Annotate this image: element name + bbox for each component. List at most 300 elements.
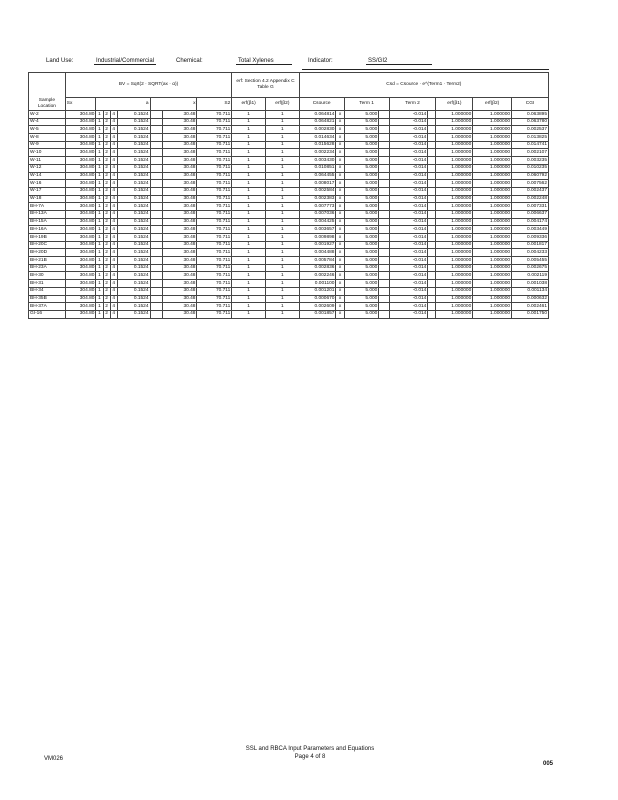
x-value: 30.48 bbox=[162, 203, 197, 211]
param-k: 4 bbox=[110, 164, 117, 172]
cell-separator bbox=[150, 149, 162, 157]
s2-value: 70.711 bbox=[197, 249, 232, 257]
erf-b2-value: 1 bbox=[265, 157, 299, 165]
sx-value: 304.80 bbox=[65, 280, 96, 288]
erf-b1-second-value: 1.000000 bbox=[436, 180, 473, 188]
s2-value: 70.711 bbox=[197, 172, 232, 180]
erf-b1-second-value: 1.000000 bbox=[436, 195, 473, 203]
erf-b2-second-value: 1.000000 bbox=[473, 126, 512, 134]
erf-b1-value: 1 bbox=[232, 141, 266, 149]
erf-b1-second-value: 1.000000 bbox=[436, 187, 473, 195]
param-i: 1 bbox=[96, 272, 103, 280]
erf-b1-value: 1 bbox=[232, 149, 266, 157]
param-k: 4 bbox=[110, 172, 117, 180]
erf-b2-value: 1 bbox=[265, 287, 299, 295]
csource-value: 0.064821 bbox=[299, 118, 336, 126]
csource-value: 0.064814 bbox=[299, 111, 336, 119]
param-k: 4 bbox=[110, 303, 117, 311]
erf-b1-value: 1 bbox=[232, 172, 266, 180]
operator: x bbox=[336, 210, 344, 218]
term1-value: 5.000 bbox=[344, 295, 379, 303]
sx-value: 304.80 bbox=[65, 210, 96, 218]
term2-value: -0.014 bbox=[389, 180, 428, 188]
sample-id: W-4 bbox=[29, 118, 66, 126]
cell-separator bbox=[428, 195, 436, 203]
operator: x bbox=[336, 149, 344, 157]
erf-b1-second-value: 1.000000 bbox=[436, 310, 473, 318]
csource-value: 0.003657 bbox=[299, 226, 336, 234]
cell-separator bbox=[150, 180, 162, 188]
table-row bbox=[29, 149, 549, 157]
erf-b1-value: 1 bbox=[232, 272, 266, 280]
param-k: 4 bbox=[110, 272, 117, 280]
param-i: 1 bbox=[96, 111, 103, 119]
param-j: 2 bbox=[103, 249, 110, 257]
cgi-value: 0.003449 bbox=[512, 226, 549, 234]
cgi-value: 0.004233 bbox=[512, 249, 549, 257]
operator: x bbox=[336, 157, 344, 165]
erf-b2-second-value: 1.000000 bbox=[473, 203, 512, 211]
erf-b1-second-value: 1.000000 bbox=[436, 164, 473, 172]
erf-b1-value: 1 bbox=[232, 111, 266, 119]
table-row bbox=[29, 249, 549, 257]
cell-separator bbox=[150, 126, 162, 134]
a-value: 0.1524 bbox=[117, 187, 150, 195]
cgi-value: 0.007562 bbox=[512, 180, 549, 188]
header-x: x bbox=[150, 98, 197, 111]
csource-value: 0.008017 bbox=[299, 180, 336, 188]
s2-value: 70.711 bbox=[197, 218, 232, 226]
operator: x bbox=[336, 310, 344, 318]
x-value: 30.48 bbox=[162, 134, 197, 142]
cell-separator bbox=[379, 187, 389, 195]
cell-separator bbox=[428, 249, 436, 257]
cgi-value: 0.002119 bbox=[512, 272, 549, 280]
a-value: 0.1524 bbox=[117, 287, 150, 295]
cgi-value: 0.063895 bbox=[512, 111, 549, 119]
term1-value: 5.000 bbox=[344, 287, 379, 295]
param-i: 1 bbox=[96, 126, 103, 134]
table-row bbox=[29, 310, 549, 318]
param-i: 1 bbox=[96, 310, 103, 318]
param-j: 2 bbox=[103, 157, 110, 165]
erf-b2-second-value: 1.000000 bbox=[473, 226, 512, 234]
sample-id: BH-20D bbox=[29, 249, 66, 257]
sample-id: W-5 bbox=[29, 126, 66, 134]
sample-id: BH-20C bbox=[29, 241, 66, 249]
a-value: 0.1524 bbox=[117, 118, 150, 126]
cell-separator bbox=[150, 287, 162, 295]
param-j: 2 bbox=[103, 203, 110, 211]
cell-separator bbox=[428, 180, 436, 188]
term2-value: -0.014 bbox=[389, 118, 428, 126]
param-j: 2 bbox=[103, 187, 110, 195]
erf-b2-value: 1 bbox=[265, 149, 299, 157]
erf-b1-second-value: 1.000000 bbox=[436, 303, 473, 311]
term2-value: -0.014 bbox=[389, 257, 428, 265]
cell-separator bbox=[428, 149, 436, 157]
term2-value: -0.014 bbox=[389, 295, 428, 303]
erf-b2-value: 1 bbox=[265, 226, 299, 234]
param-j: 2 bbox=[103, 134, 110, 142]
erf-b1-value: 1 bbox=[232, 226, 266, 234]
cell-separator bbox=[150, 241, 162, 249]
param-k: 4 bbox=[110, 118, 117, 126]
s2-value: 70.711 bbox=[197, 210, 232, 218]
x-value: 30.48 bbox=[162, 218, 197, 226]
erf-b2-second-value: 1.000000 bbox=[473, 118, 512, 126]
s2-value: 70.711 bbox=[197, 264, 232, 272]
param-k: 4 bbox=[110, 149, 117, 157]
cgi-value: 0.001038 bbox=[512, 280, 549, 288]
term2-value: -0.014 bbox=[389, 111, 428, 119]
cgi-value: 0.007331 bbox=[512, 203, 549, 211]
erf-b2-value: 1 bbox=[265, 180, 299, 188]
a-value: 0.1524 bbox=[117, 272, 150, 280]
sx-value: 304.80 bbox=[65, 218, 96, 226]
cell-separator bbox=[428, 264, 436, 272]
cell-separator bbox=[428, 226, 436, 234]
a-value: 0.1524 bbox=[117, 234, 150, 242]
csource-value: 0.002246 bbox=[299, 272, 336, 280]
erf-b2-value: 1 bbox=[265, 303, 299, 311]
a-value: 0.1524 bbox=[117, 180, 150, 188]
land-use-value: Industrial/Commercial bbox=[96, 58, 155, 64]
erf-b1-second-value: 1.000000 bbox=[436, 111, 473, 119]
term2-value: -0.014 bbox=[389, 195, 428, 203]
param-j: 2 bbox=[103, 141, 110, 149]
sample-id: BH-21B bbox=[29, 257, 66, 265]
s2-value: 70.711 bbox=[197, 149, 232, 157]
param-k: 4 bbox=[110, 126, 117, 134]
term1-value: 5.000 bbox=[344, 210, 379, 218]
cell-separator bbox=[379, 157, 389, 165]
cell-separator bbox=[379, 111, 389, 119]
a-value: 0.1524 bbox=[117, 149, 150, 157]
table-row bbox=[29, 264, 549, 272]
csource-value: 0.004488 bbox=[299, 249, 336, 257]
table-row bbox=[29, 180, 549, 188]
erf-b1-second-value: 1.000000 bbox=[436, 280, 473, 288]
sx-value: 304.80 bbox=[65, 287, 96, 295]
x-value: 30.48 bbox=[162, 164, 197, 172]
term1-value: 5.000 bbox=[344, 241, 379, 249]
table-row bbox=[29, 226, 549, 234]
param-k: 4 bbox=[110, 195, 117, 203]
erf-b2-second-value: 1.000000 bbox=[473, 272, 512, 280]
cgi-value: 0.003235 bbox=[512, 157, 549, 165]
cgi-value: 0.006637 bbox=[512, 210, 549, 218]
header-term2: Term 2 bbox=[389, 98, 436, 111]
sample-id: W-2 bbox=[29, 111, 66, 119]
erf-b2-second-value: 1.000000 bbox=[473, 241, 512, 249]
param-j: 2 bbox=[103, 149, 110, 157]
a-value: 0.1524 bbox=[117, 210, 150, 218]
x-value: 30.48 bbox=[162, 280, 197, 288]
cell-separator bbox=[379, 280, 389, 288]
term2-value: -0.014 bbox=[389, 149, 428, 157]
param-j: 2 bbox=[103, 218, 110, 226]
param-k: 4 bbox=[110, 180, 117, 188]
a-value: 0.1524 bbox=[117, 157, 150, 165]
csource-value: 0.001927 bbox=[299, 241, 336, 249]
x-value: 30.48 bbox=[162, 249, 197, 257]
term2-value: -0.014 bbox=[389, 203, 428, 211]
erf-b1-second-value: 1.000000 bbox=[436, 149, 473, 157]
a-value: 0.1524 bbox=[117, 257, 150, 265]
param-k: 4 bbox=[110, 134, 117, 142]
chemical-label: Chemical: bbox=[176, 58, 203, 64]
term1-value: 5.000 bbox=[344, 157, 379, 165]
cell-separator bbox=[428, 157, 436, 165]
csource-value: 0.007773 bbox=[299, 203, 336, 211]
table-row bbox=[29, 218, 549, 226]
term1-value: 5.000 bbox=[344, 187, 379, 195]
sx-value: 304.80 bbox=[65, 226, 96, 234]
sx-value: 304.80 bbox=[65, 141, 96, 149]
header-s2: S2 bbox=[197, 98, 232, 111]
x-value: 30.48 bbox=[162, 195, 197, 203]
s2-value: 70.711 bbox=[197, 310, 232, 318]
term2-value: -0.014 bbox=[389, 280, 428, 288]
sx-value: 304.80 bbox=[65, 310, 96, 318]
param-j: 2 bbox=[103, 272, 110, 280]
s2-value: 70.711 bbox=[197, 180, 232, 188]
table-row bbox=[29, 295, 549, 303]
sx-value: 304.80 bbox=[65, 234, 96, 242]
cell-separator bbox=[379, 226, 389, 234]
cell-separator bbox=[379, 172, 389, 180]
s2-value: 70.711 bbox=[197, 157, 232, 165]
csource-value: 0.002584 bbox=[299, 187, 336, 195]
erf-b2-second-value: 1.000000 bbox=[473, 134, 512, 142]
term2-value: -0.014 bbox=[389, 303, 428, 311]
erf-b1-second-value: 1.000000 bbox=[436, 272, 473, 280]
param-i: 1 bbox=[96, 210, 103, 218]
term1-value: 5.000 bbox=[344, 149, 379, 157]
param-i: 1 bbox=[96, 303, 103, 311]
header-erf-b1: erf(β1) bbox=[232, 98, 266, 111]
erf-b2-value: 1 bbox=[265, 164, 299, 172]
sx-value: 304.80 bbox=[65, 118, 96, 126]
a-value: 0.1524 bbox=[117, 310, 150, 318]
x-value: 30.48 bbox=[162, 118, 197, 126]
term1-value: 5.000 bbox=[344, 180, 379, 188]
indicator-label: Indicator: bbox=[308, 58, 333, 64]
cell-separator bbox=[428, 303, 436, 311]
cell-separator bbox=[379, 310, 389, 318]
table-row bbox=[29, 280, 549, 288]
sample-id: W-11 bbox=[29, 157, 66, 165]
operator: x bbox=[336, 180, 344, 188]
csource-value: 0.002830 bbox=[299, 126, 336, 134]
param-j: 2 bbox=[103, 264, 110, 272]
param-i: 1 bbox=[96, 280, 103, 288]
sx-value: 304.80 bbox=[65, 195, 96, 203]
sx-value: 304.80 bbox=[65, 272, 96, 280]
erf-b2-second-value: 1.000000 bbox=[473, 295, 512, 303]
param-i: 1 bbox=[96, 234, 103, 242]
erf-b2-second-value: 1.000000 bbox=[473, 303, 512, 311]
term2-value: -0.014 bbox=[389, 287, 428, 295]
term1-value: 5.000 bbox=[344, 272, 379, 280]
sample-id: W-12 bbox=[29, 164, 66, 172]
erf-b2-second-value: 1.000000 bbox=[473, 111, 512, 119]
erf-b2-second-value: 1.000000 bbox=[473, 249, 512, 257]
cell-separator bbox=[379, 141, 389, 149]
operator: x bbox=[336, 287, 344, 295]
cell-separator bbox=[150, 264, 162, 272]
erf-b2-second-value: 1.000000 bbox=[473, 172, 512, 180]
erf-b1-value: 1 bbox=[232, 210, 266, 218]
table-row bbox=[29, 203, 549, 211]
sample-id: W-18 bbox=[29, 195, 66, 203]
sample-id: BH-15A bbox=[29, 218, 66, 226]
erf-b1-second-value: 1.000000 bbox=[436, 203, 473, 211]
erf-b1-second-value: 1.000000 bbox=[436, 234, 473, 242]
csource-value: 0.002836 bbox=[299, 264, 336, 272]
cell-separator bbox=[428, 164, 436, 172]
csource-value: 0.010851 bbox=[299, 164, 336, 172]
param-j: 2 bbox=[103, 303, 110, 311]
header-rule bbox=[302, 69, 549, 70]
erf-b2-value: 1 bbox=[265, 280, 299, 288]
csource-value: 0.005784 bbox=[299, 257, 336, 265]
a-value: 0.1524 bbox=[117, 141, 150, 149]
csource-value: 0.007036 bbox=[299, 210, 336, 218]
x-value: 30.48 bbox=[162, 234, 197, 242]
cell-separator bbox=[428, 234, 436, 242]
term2-value: -0.014 bbox=[389, 272, 428, 280]
parameter-table bbox=[28, 72, 549, 319]
table-row bbox=[29, 157, 549, 165]
a-value: 0.1524 bbox=[117, 111, 150, 119]
param-k: 4 bbox=[110, 141, 117, 149]
sx-value: 304.80 bbox=[65, 303, 96, 311]
x-value: 30.48 bbox=[162, 257, 197, 265]
cell-separator bbox=[379, 118, 389, 126]
header-group-csd: Csd = Csource · e^(Term1 · Term2) bbox=[299, 73, 548, 98]
erf-b2-value: 1 bbox=[265, 264, 299, 272]
cgi-value: 0.005455 bbox=[512, 257, 549, 265]
param-i: 1 bbox=[96, 241, 103, 249]
param-j: 2 bbox=[103, 287, 110, 295]
term1-value: 5.000 bbox=[344, 126, 379, 134]
s2-value: 70.711 bbox=[197, 241, 232, 249]
a-value: 0.1524 bbox=[117, 218, 150, 226]
term1-value: 5.000 bbox=[344, 264, 379, 272]
erf-b2-value: 1 bbox=[265, 234, 299, 242]
cell-separator bbox=[379, 303, 389, 311]
cell-separator bbox=[150, 210, 162, 218]
footer-mark: 005 bbox=[543, 761, 554, 767]
header-sample-location: Sample Location bbox=[29, 73, 66, 111]
table-row bbox=[29, 126, 549, 134]
header-group-bv: BV = Sqrt(2 · SQRT(ax · α)) bbox=[65, 73, 232, 98]
csource-value: 0.014634 bbox=[299, 134, 336, 142]
cell-separator bbox=[379, 218, 389, 226]
param-j: 2 bbox=[103, 126, 110, 134]
cell-separator bbox=[150, 195, 162, 203]
sample-id: W-10 bbox=[29, 149, 66, 157]
s2-value: 70.711 bbox=[197, 164, 232, 172]
a-value: 0.1524 bbox=[117, 280, 150, 288]
cgi-value: 0.002107 bbox=[512, 149, 549, 157]
cgi-value: 0.009336 bbox=[512, 234, 549, 242]
operator: x bbox=[336, 295, 344, 303]
erf-b1-second-value: 1.000000 bbox=[436, 241, 473, 249]
cgi-value: 0.002248 bbox=[512, 195, 549, 203]
term1-value: 5.000 bbox=[344, 164, 379, 172]
footer-doc-id: VM026 bbox=[44, 756, 64, 762]
sx-value: 304.80 bbox=[65, 126, 96, 134]
operator: x bbox=[336, 272, 344, 280]
csource-value: 0.002234 bbox=[299, 149, 336, 157]
erf-b2-second-value: 1.000000 bbox=[473, 157, 512, 165]
operator: x bbox=[336, 241, 344, 249]
table-row bbox=[29, 272, 549, 280]
x-value: 30.48 bbox=[162, 210, 197, 218]
footer-center bbox=[200, 745, 420, 761]
erf-b1-value: 1 bbox=[232, 126, 266, 134]
s2-value: 70.711 bbox=[197, 226, 232, 234]
param-i: 1 bbox=[96, 218, 103, 226]
cell-separator bbox=[150, 111, 162, 119]
sx-value: 304.80 bbox=[65, 249, 96, 257]
erf-b2-second-value: 1.000000 bbox=[473, 149, 512, 157]
erf-b1-value: 1 bbox=[232, 241, 266, 249]
cell-separator bbox=[150, 203, 162, 211]
erf-b2-value: 1 bbox=[265, 203, 299, 211]
param-j: 2 bbox=[103, 257, 110, 265]
erf-b1-second-value: 1.000000 bbox=[436, 172, 473, 180]
param-k: 4 bbox=[110, 295, 117, 303]
table-row bbox=[29, 172, 549, 180]
param-i: 1 bbox=[96, 249, 103, 257]
header-erf-section: erf: Section 4.2 Appendix C Table G bbox=[232, 73, 299, 98]
csource-value: 0.003430 bbox=[299, 157, 336, 165]
erf-b1-value: 1 bbox=[232, 264, 266, 272]
csource-value: 0.001100 bbox=[299, 280, 336, 288]
cgi-value: 0.000632 bbox=[512, 295, 549, 303]
term2-value: -0.014 bbox=[389, 210, 428, 218]
cell-separator bbox=[150, 257, 162, 265]
erf-b1-value: 1 bbox=[232, 203, 266, 211]
param-i: 1 bbox=[96, 295, 103, 303]
table-row bbox=[29, 195, 549, 203]
s2-value: 70.711 bbox=[197, 203, 232, 211]
cell-separator bbox=[379, 241, 389, 249]
s2-value: 70.711 bbox=[197, 303, 232, 311]
erf-b2-value: 1 bbox=[265, 134, 299, 142]
erf-b1-second-value: 1.000000 bbox=[436, 264, 473, 272]
sx-value: 304.80 bbox=[65, 264, 96, 272]
param-j: 2 bbox=[103, 234, 110, 242]
sx-value: 304.80 bbox=[65, 180, 96, 188]
param-k: 4 bbox=[110, 203, 117, 211]
erf-b2-second-value: 1.000000 bbox=[473, 180, 512, 188]
erf-b2-second-value: 1.000000 bbox=[473, 218, 512, 226]
table-row bbox=[29, 257, 549, 265]
sample-id: W-17 bbox=[29, 187, 66, 195]
cgi-value: 0.001134 bbox=[512, 287, 549, 295]
x-value: 30.48 bbox=[162, 303, 197, 311]
x-value: 30.48 bbox=[162, 149, 197, 157]
cell-separator bbox=[428, 295, 436, 303]
operator: x bbox=[336, 249, 344, 257]
term1-value: 5.000 bbox=[344, 249, 379, 257]
param-k: 4 bbox=[110, 210, 117, 218]
